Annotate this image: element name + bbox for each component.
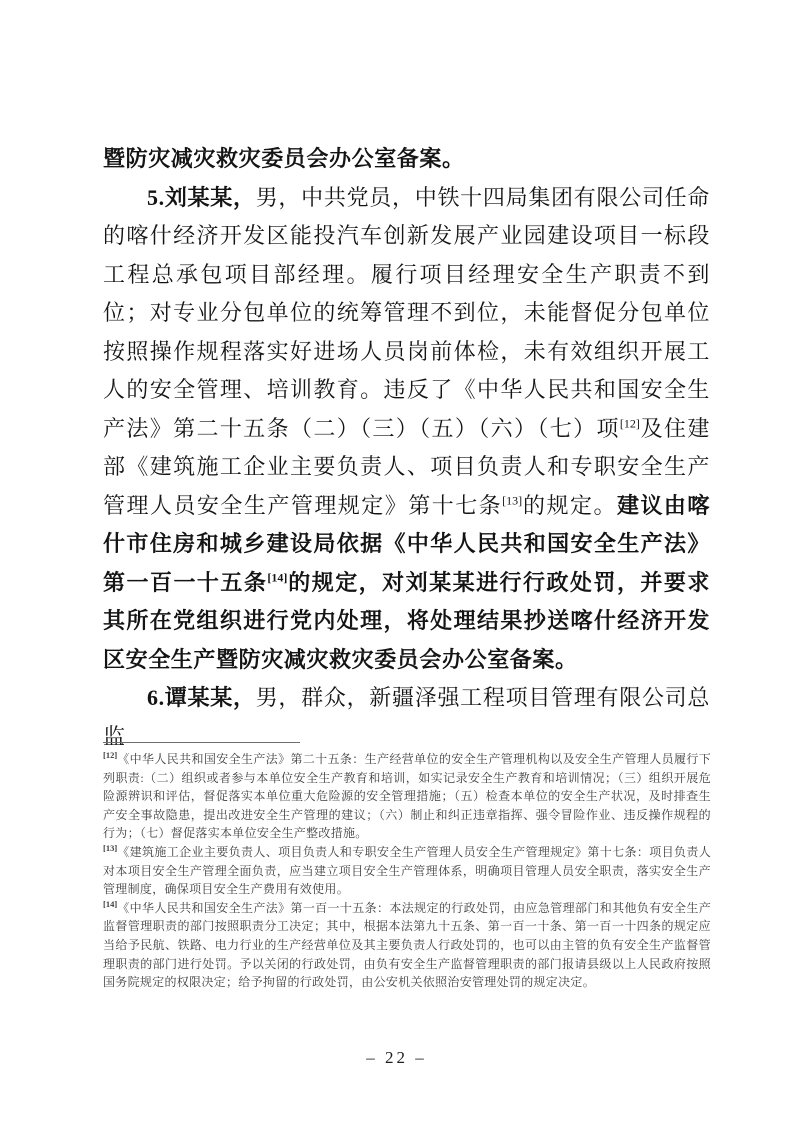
footnote-13 [103, 843, 711, 899]
footnote-ref-14: [14] [267, 570, 288, 585]
footnote-13-marker: [13] [103, 842, 118, 853]
footnote-12-marker: [12] [103, 750, 118, 760]
item-5-recommendation-2: 的规定，对刘某某进行行政处罚，并要求其所在党组织进行党内处理，将处理结果抄送喀什经济开发区安全生产暨防灾减灾救灾委员会办公室备案。 [103, 569, 710, 672]
continuation-text: 暨防灾减灾救灾委员会办公室备案。 [103, 146, 465, 171]
footnote-14 [103, 899, 711, 992]
footnote-section [103, 742, 711, 992]
footnote-12-text: 《中华人民共和国安全生产法》第二十五条：生产经营单位的安全生产管理机构以及安全生产管理人员履行下列职责:（二）组织或者参与本单位安全生产教育和培训，如实记录安全生产教育和培训情况；（三）组织开展危险源辨识和评估，督促落实本单位重大危险源的安全管理措施；（五）检查本单位的安全生产状况，及时排查生产安全事故隐患，提出改进安全生产管理的建议；（六）制止和纠正违章指挥、强令冒险作业、违反操作规程的行为；（七）督促落实本单位安全生产整改措施。 [103, 752, 711, 841]
item-5-text-1: 男，中共党员，中铁十四局集团有限公司任命的喀什经济开发区能投汽车创新发展产业园建设项目一标段工程总承包项目部经理。履行项目经理安全生产职责不到位；对专业分包单位的统筹管理不到位，未能督促分包单位按照操作规程落实好进场人员岗前体检，未有效组织开展工人的安全管理、培训教育。违反了《中华人民共和国安全生产法》第二十五条（二）（三）（五）（六）（七）项 [103, 184, 710, 441]
paragraph-continuation [103, 140, 710, 179]
item-6-text-1: 男，群众，新疆泽强工程项目管理有限公司总监 [103, 685, 710, 749]
item-5-lead: 5.刘某某， [147, 184, 256, 210]
item-5-text-3: 的规定。 [522, 492, 617, 518]
footnote-14-text: 《中华人民共和国安全生产法》第一百一十五条：本法规定的行政处罚，由应急管理部门和其他负有安全生产监督管理职责的部门按照职责分工决定；其中，根据本法第九十五条、第一百一十条、第一百一十四条的规定应当给予民航、铁路、电力行业的生产经营单位及其主要负责人行政处罚的，也可以由主管的负有安全生产监督管理职责的部门进行处罚。予以关闭的行政处罚，由负有安全生产监督管理职责的部门报请县级以上人民政府按照国务院规定的权限决定；给予拘留的行政处罚，由公安机关依照治安管理处罚的规定决定。 [103, 900, 711, 990]
footnote-14-marker: [14] [103, 898, 118, 909]
page-number: – 22 – [366, 1048, 427, 1067]
body-text [103, 140, 710, 756]
footnote-13-text: 《建筑施工企业主要负责人、项目负责人和专职安全生产管理人员安全生产管理规定》第十七条：项目负责人对本项目安全生产管理全面负责，应当建立项目安全生产管理体系，明确项目管理人员安全职责，落实安全生产管理制度，确保项目安全生产费用有效使用。 [103, 844, 711, 897]
footnote-ref-12: [12] [619, 416, 640, 431]
item-5-text-2: 及住建部《建筑施工企业主要负责人、项目负责人和专职安全生产管理人员安全生产管理规定》第十七条 [103, 415, 710, 518]
footnote-12 [103, 750, 711, 843]
footnote-ref-13: [13] [502, 493, 523, 508]
paragraph-item-5 [103, 179, 710, 680]
item-5-recommendation-1: 建议由喀什市住房和城乡建设局依据《中华人民共和国安全生产法》第一百一十五条 [103, 492, 711, 595]
item-6-lead: 6.谭某某， [147, 685, 256, 710]
footnote-separator-rule [103, 742, 300, 743]
